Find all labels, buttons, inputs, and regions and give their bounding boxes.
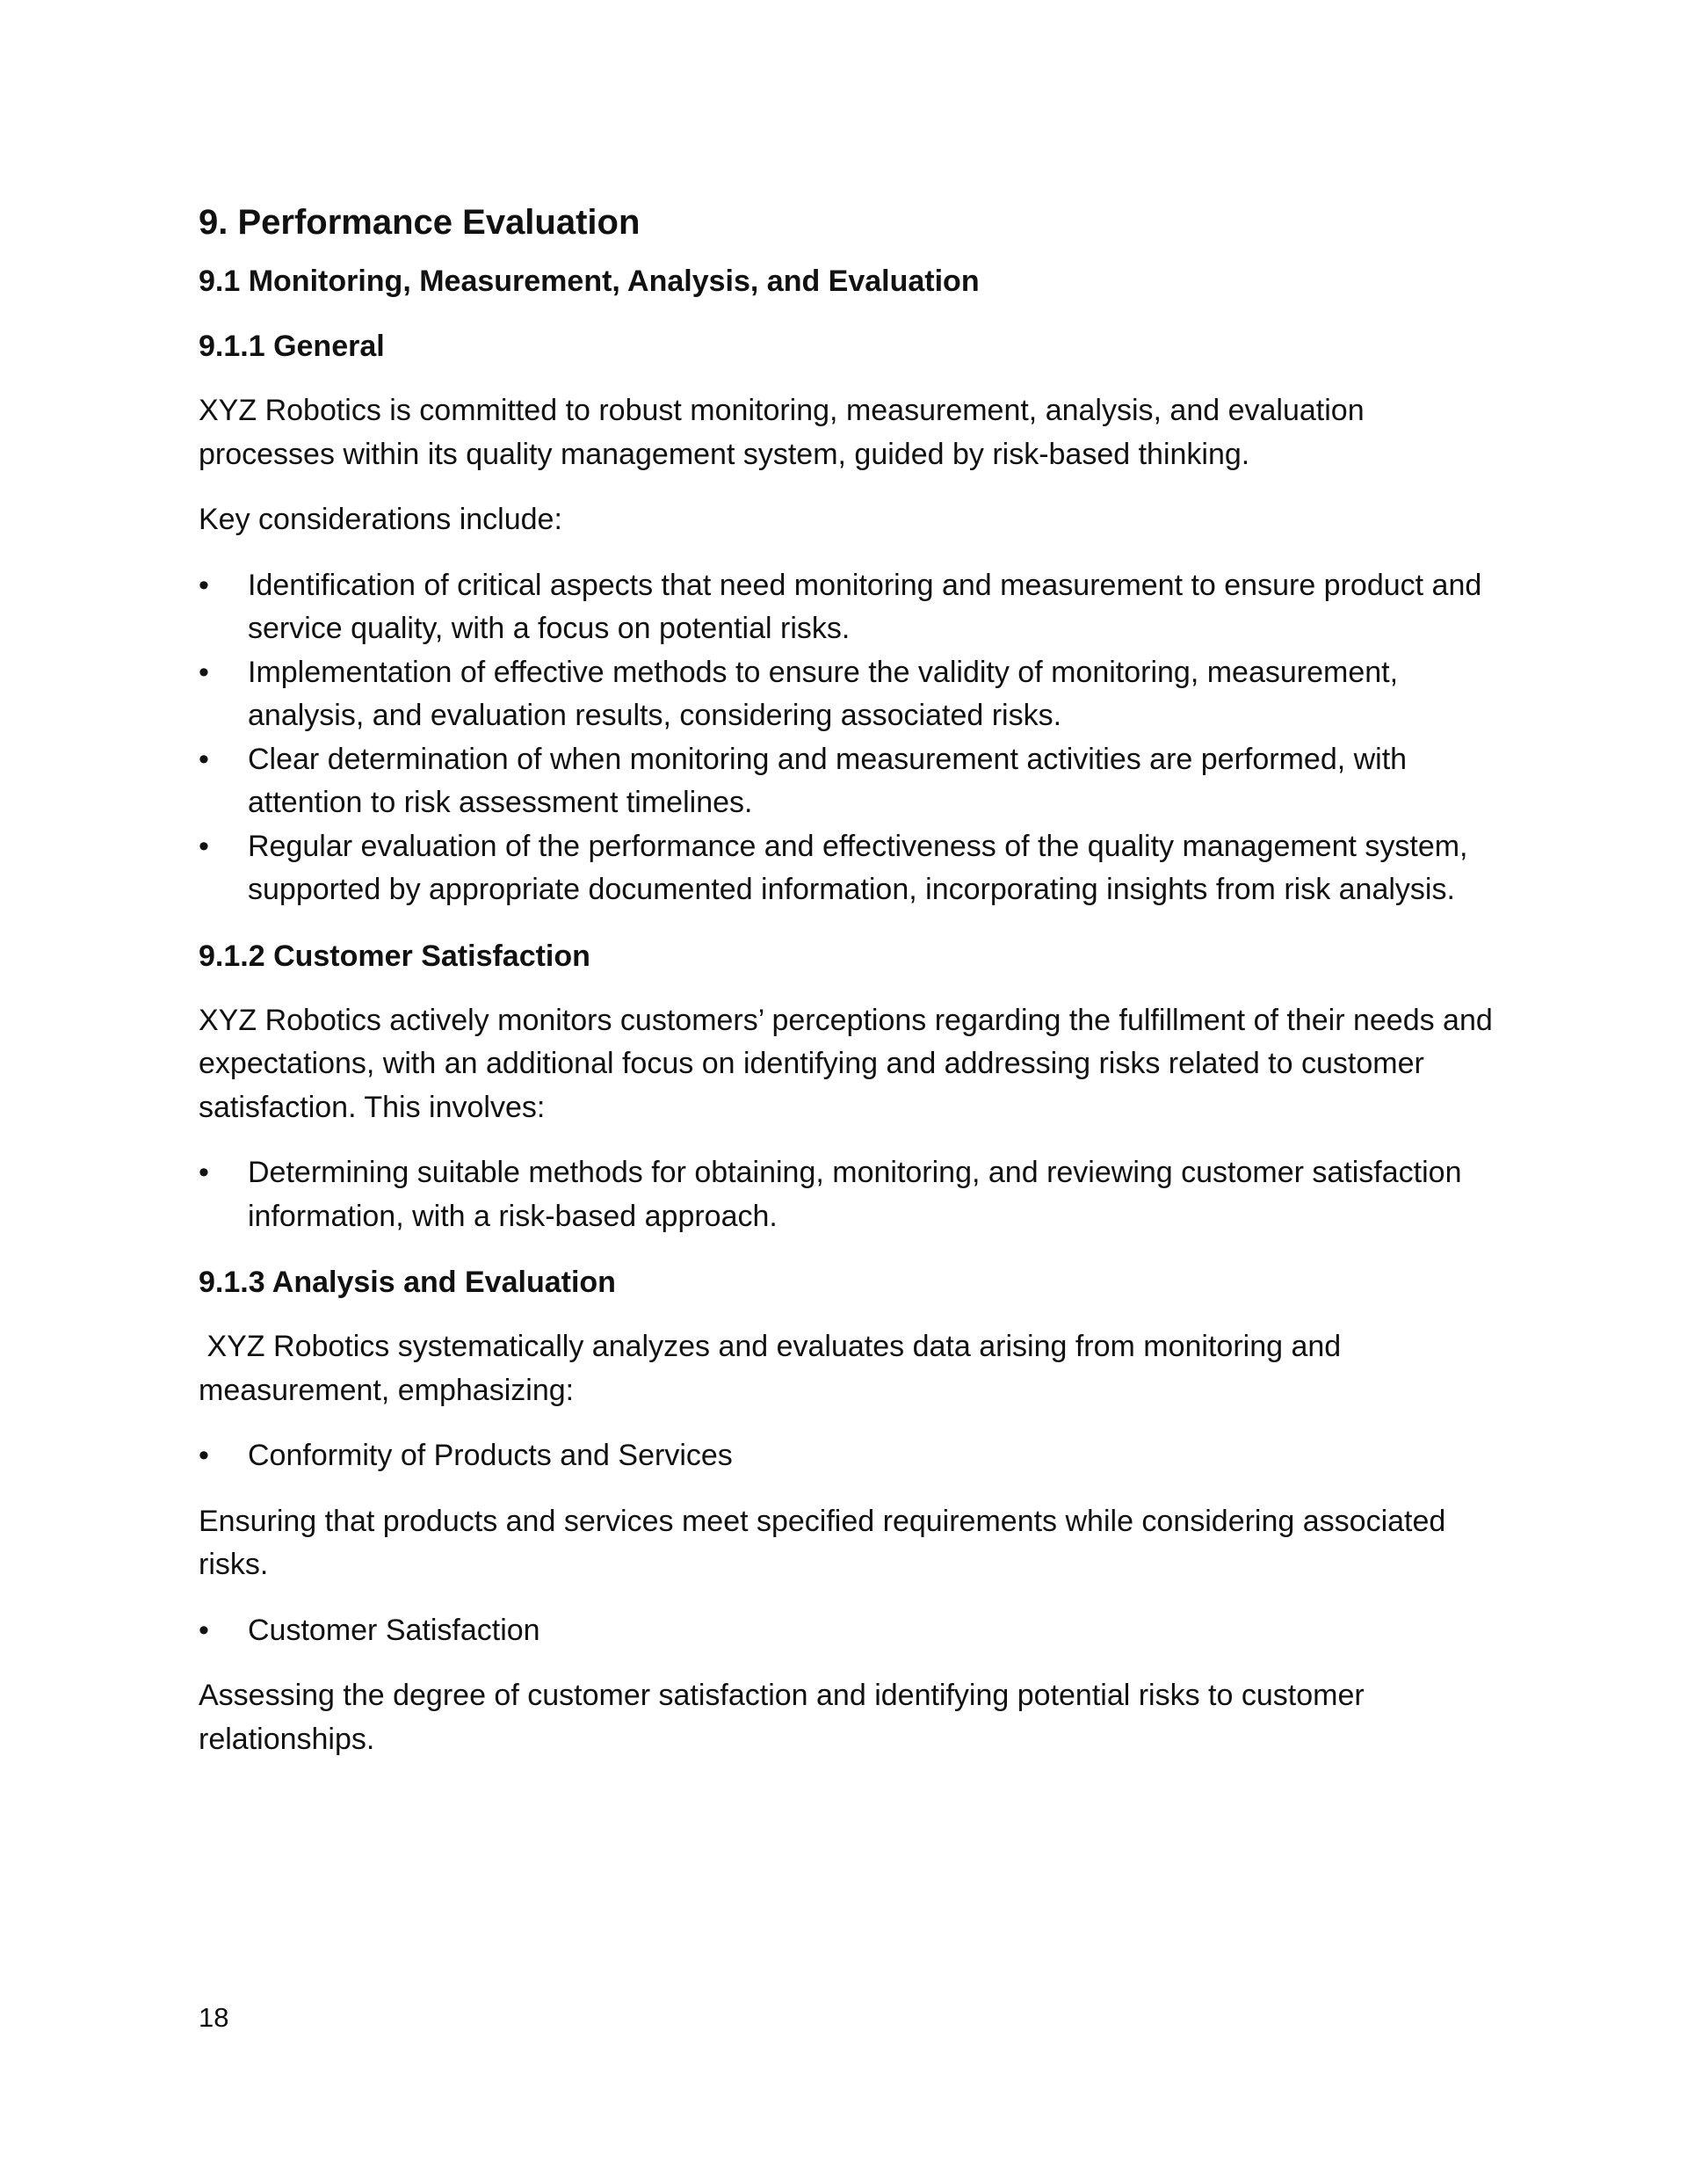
customer-satisfaction-heading: 9.1.2 Customer Satisfaction [199, 939, 590, 973]
list-item: • Identification of critical aspects that need monitoring and measurement to ensure product and service quality, with a focus on potential risks. [199, 564, 1499, 651]
list-item: • Clear determination of when monitoring and measurement activities are performed, with attention to risk assessment timelines. [199, 738, 1499, 825]
analysis-bullet-list [199, 1434, 1499, 1478]
customer-satisfaction-intro: XYZ Robotics actively monitors customers’ perceptions regarding the fulfillment of their needs and expectations, with an additional focus on identifying and addressing risks related to customer satisfaction. This involves: [199, 1003, 1493, 1124]
list-item: • Conformity of Products and Services [199, 1434, 1499, 1478]
list-item: • Regular evaluation of the performance and effectiveness of the quality management system, supported by appropriate documented information, incorporating insights from risk analysis. [199, 825, 1499, 912]
customer-satisfaction-bullet-list [199, 1151, 1499, 1238]
page-number: 18 [199, 2002, 229, 2033]
general-heading: 9.1.1 General [199, 330, 385, 363]
general-bullet-list [199, 564, 1499, 912]
list-item: • Customer Satisfaction [199, 1609, 1499, 1653]
general-intro: XYZ Robotics is committed to robust monitoring, measurement, analysis, and evaluation processes within its quality management system, guided by risk-based thinking. [199, 394, 1365, 471]
analysis-bullet-list [199, 1609, 1499, 1653]
subsection-title: 9.1 Monitoring, Measurement, Analysis, and Evaluation [199, 265, 980, 298]
analysis-item-text: Assessing the degree of customer satisfaction and identifying potential risks to customer relationships. [199, 1679, 1365, 1756]
analysis-item-text: Ensuring that products and services meet specified requirements while considering associated risks. [199, 1504, 1446, 1581]
analysis-heading: 9.1.3 Analysis and Evaluation [199, 1266, 616, 1299]
document-page [199, 198, 1499, 1783]
list-item: • Determining suitable methods for obtaining, monitoring, and reviewing customer satisfaction information, with a risk-based approach. [199, 1151, 1499, 1238]
general-lead: Key considerations include: [199, 503, 562, 536]
list-item: • Implementation of effective methods to ensure the validity of monitoring, measurement, analysis, and evaluation results, considering associated risks. [199, 651, 1499, 738]
section-title: 9. Performance Evaluation [199, 203, 641, 242]
analysis-intro: XYZ Robotics systematically analyzes and evaluates data arising from monitoring and measurement, emphasizing: [199, 1330, 1350, 1407]
